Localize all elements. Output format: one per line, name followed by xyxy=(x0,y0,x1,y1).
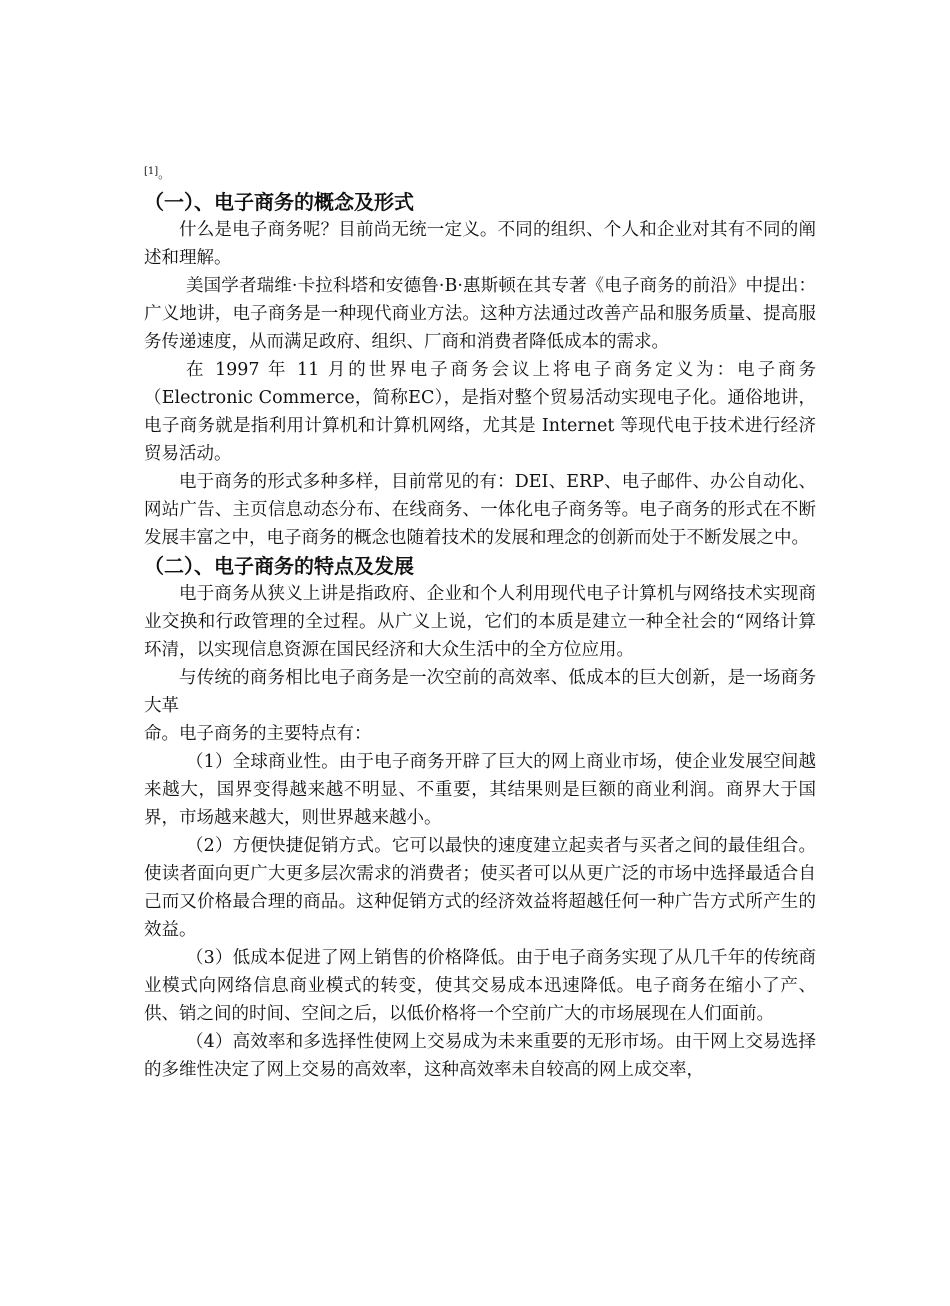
list-item-paragraph: （1）全球商业性。由于电子商务开辟了巨大的网上商业市场，使企业发展空间越来越大，国界变得越来越不明显、不重要，其结果则是巨额的商业利润。商界大于国界，市场越来越大，则世界越来越小。 xyxy=(144,752,816,828)
paragraph: 什么是电子商务呢？目前尚无统一定义。不同的组织、个人和企业对其有不同的阐述和理解。 xyxy=(144,220,816,268)
section-heading-features: （二）、电子商务的特点及发展 xyxy=(144,554,414,578)
paragraph: 在 1997 年 11 月的世界电子商务会议上将电子商务定义为：电子商务（Electronic Commerce，简称EC），是指对整个贸易活动实现电子化。通俗地讲，电子商务就是指利用计算机和计算机网络，尤其是 Internet 等现代电于技术进行经济贸易活动。 xyxy=(144,360,816,464)
document-page xyxy=(144,160,816,1084)
citation-tail: 。 xyxy=(158,167,171,181)
paragraph: 电于商务从狭义上讲是指政府、企业和个人利用现代电子计算机与网络技术实现商业交换和行政管理的全过程。从广义上说，它们的本质是建立一种全社会的“网络计算环清，以实现信息资源在国民经济和大众生活中的全方位应用。 xyxy=(144,584,816,660)
paragraph: 电于商务的形式多种多样，目前常见的有：DEI、ERP、电子邮件、办公自动化、网站广告、主页信息动态分布、在线商务、一体化电子商务等。电子商务的形式在不断发展丰富之中，电子商务的概念也随着技术的发展和理念的创新而处于不断发展之中。 xyxy=(144,472,816,548)
paragraph: 美国学者瑞维·卡拉科塔和安德鲁·B·惠斯顿在其专著《电子商务的前沿》中提出：广义地讲，电子商务是一种现代商业方法。这种方法通过改善产品和服务质量、提高服务传递速度，从而满足政府、组织、厂商和消费者降低成本的需求。 xyxy=(144,276,816,352)
list-item-paragraph: （3）低成本促进了网上销售的价格降低。由于电子商务实现了从几千年的传统商业模式向网络信息商业模式的转变，使其交易成本迅速降低。电子商务在缩小了产、供、销之间的时间、空间之后，以低价格将一个空前广大的市场展现在人们面前。 xyxy=(144,948,816,1024)
paragraph: 命。电子商务的主要特点有： xyxy=(144,724,372,744)
citation-marker: [1] xyxy=(144,166,159,177)
citation-reference-line xyxy=(144,160,816,188)
list-item-paragraph: （2）方便快捷促销方式。它可以最快的速度建立起卖者与买者之间的最佳组合。使读者面向更广大更多层次需求的消费者；使买者可以从更广泛的市场中选择最适合自己而又价格最合理的商品。这种促销方式的经济效益将超越任何一种广告方式所产生的效益。 xyxy=(144,836,816,940)
paragraph: 与传统的商务相比电子商务是一次空前的高效率、低成本的巨大创新，是一场商务大革 xyxy=(144,668,816,716)
list-item-paragraph: （4）高效率和多选择性使网上交易成为未来重要的无形市场。由干网上交易选择的多维性决定了网上交易的高效率，这种高效率未自较高的网上成交率， xyxy=(144,1032,816,1080)
section-heading-concept: （一）、电子商务的概念及形式 xyxy=(144,190,414,214)
